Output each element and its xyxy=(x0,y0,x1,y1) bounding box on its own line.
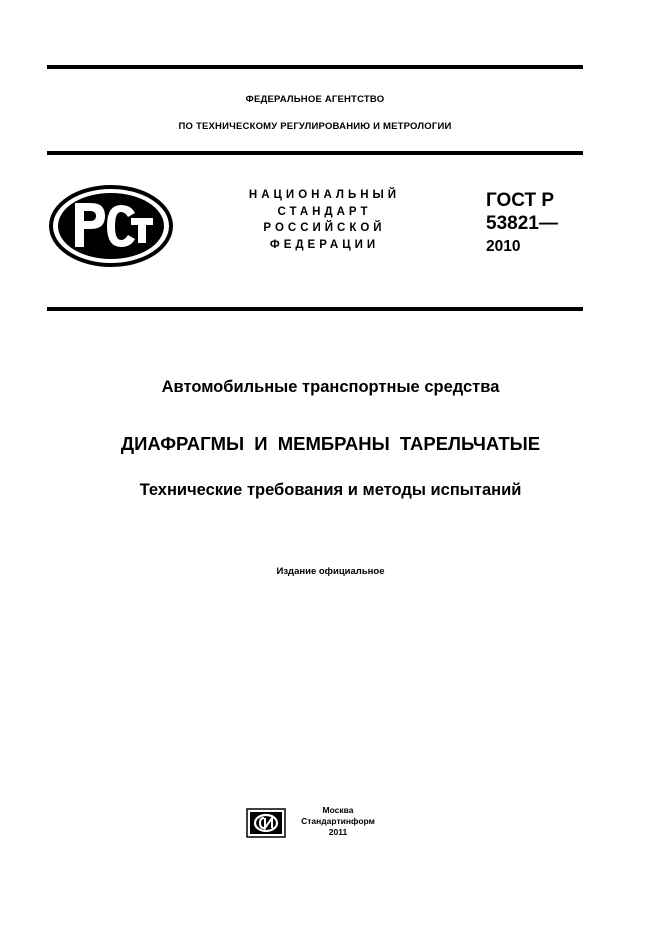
title-main: ДИАФРАГМЫ И МЕМБРАНЫ ТАРЕЛЬЧАТЫЕ xyxy=(120,433,541,454)
header-rule xyxy=(47,307,583,311)
title-category: Автомобильные транспортные средства xyxy=(161,378,500,396)
title-subtitle: Технические требования и методы испытаний xyxy=(139,481,522,499)
national-standard-line: СТАНДАРТ xyxy=(277,205,372,218)
publisher-city: Москва xyxy=(322,805,354,815)
national-standard-line: ФЕДЕРАЦИИ xyxy=(269,238,380,251)
national-standard-line: РОССИЙСКОЙ xyxy=(263,222,386,234)
publisher-name: Стандартинформ xyxy=(301,816,375,826)
designation-line-1: ГОСТ Р xyxy=(486,190,555,211)
publisher-imprint xyxy=(292,805,384,838)
agency-rule xyxy=(47,151,583,155)
rst-emblem-icon xyxy=(47,183,175,269)
agency-line-2: ПО ТЕХНИЧЕСКОМУ РЕГУЛИРОВАНИЮ И МЕТРОЛОГИИ xyxy=(178,121,452,132)
standard-designation xyxy=(486,189,558,258)
national-standard-line: НАЦИОНАЛЬНЫЙ xyxy=(248,189,401,201)
designation-line-2: 53821— xyxy=(486,213,558,234)
top-rule xyxy=(47,65,583,69)
standartinform-logo-icon xyxy=(246,808,286,838)
publisher-year: 2011 xyxy=(328,827,348,837)
national-standard-heading xyxy=(222,187,427,253)
edition-label: Издание официальное xyxy=(276,566,385,577)
designation-year: 2010 xyxy=(486,238,521,255)
agency-line-1: ФЕДЕРАЛЬНОЕ АГЕНТСТВО xyxy=(245,94,385,105)
